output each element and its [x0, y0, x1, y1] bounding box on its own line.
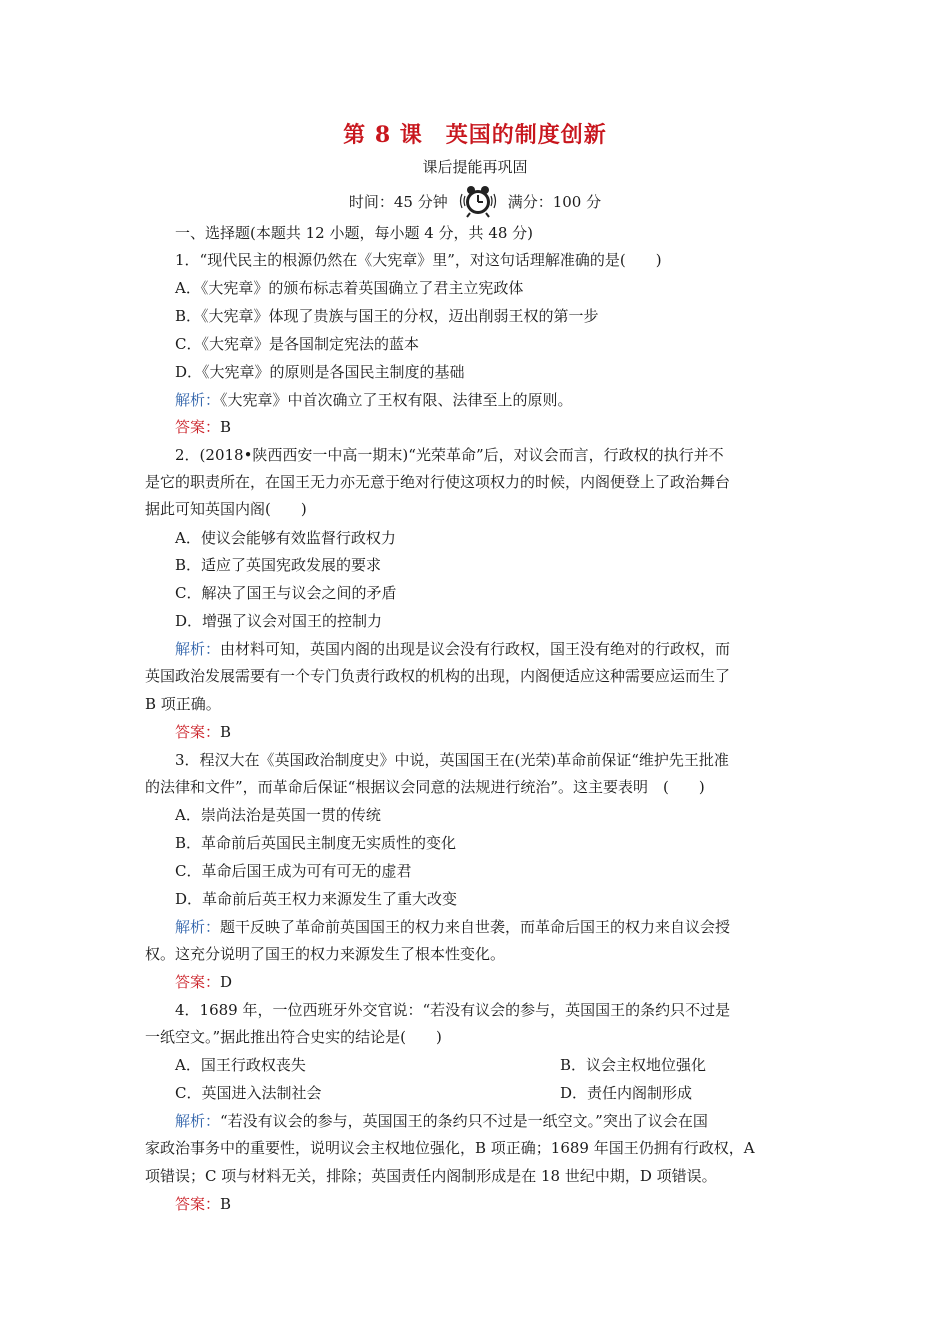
q2-stem-line-2: 是它的职责所在，在国王无力亦无意于绝对行使这项权力的时候，内阁便登上了政治舞台	[145, 473, 731, 491]
q4-analysis-line-1	[175, 1111, 810, 1131]
q2-option-c: C．解决了国王与议会之间的矛盾	[175, 584, 397, 602]
q4-option-a: A．国王行政权丧失	[175, 1056, 306, 1074]
q4-options-row-1	[175, 1055, 810, 1075]
q1-option-a: A．《大宪章》的颁布标志着英国确立了君主立宪政体	[175, 279, 524, 297]
q2-answer	[175, 722, 810, 742]
q1-answer-value: B	[220, 418, 232, 436]
q1-answer	[175, 417, 810, 437]
q2-analysis-text-1: 由材料可知，英国内阁的出现是议会没有行政权，国王没有绝对的行政权，而	[220, 640, 731, 658]
q2-analysis-line-3: B 项正确。	[145, 695, 221, 713]
q3-option-a: A．崇尚法治是英国一贯的传统	[175, 806, 381, 824]
q1-option-d: D．《大宪章》的原则是各国民主制度的基础	[175, 363, 465, 381]
q4-analysis-line-2: 家政治事务中的重要性，说明议会主权地位强化，B 项正确；1689 年国王仍拥有行政权，A	[145, 1139, 755, 1157]
q2-stem-line-3: 据此可知英国内阁( )	[145, 500, 307, 518]
q4-analysis-text-1: “若没有议会的参与，英国国王的条约只不过是一纸空文。”突出了议会在国	[220, 1112, 708, 1130]
q1-option-c: C．《大宪章》是各国制定宪法的蓝本	[175, 335, 419, 353]
time-limit: 时间：45 分钟	[348, 192, 448, 211]
q1-analysis-text: 《大宪章》中首次确立了王权有限、法律至上的原则。	[220, 391, 573, 409]
q4-options-row-2	[175, 1083, 810, 1103]
answer-label: 答案：	[175, 973, 221, 991]
q4-answer	[175, 1194, 810, 1214]
q2-option-a: A．使议会能够有效监督行政权力	[175, 529, 396, 547]
q1-analysis	[175, 390, 810, 410]
q4-option-b: B．议会主权地位强化	[560, 1056, 707, 1074]
q3-analysis-line-1	[175, 917, 810, 937]
section-heading: 一、选择题(本题共 12 小题，每小题 4 分，共 48 分)	[175, 224, 534, 242]
q4-answer-value: B	[220, 1195, 232, 1213]
answer-label: 答案：	[175, 418, 221, 436]
alarm-clock-icon	[456, 184, 500, 218]
analysis-label: 解析：	[175, 640, 221, 658]
q3-analysis-line-2: 权。这充分说明了国王的权力来源发生了根本性变化。	[145, 945, 506, 963]
q3-stem-line-2: 的法律和文件”，而革命后保证“根据议会同意的法规进行统治”。这主要表明 ( )	[145, 778, 705, 796]
q3-analysis-text-1: 题干反映了革命前英国国王的权力来自世袭，而革命后国王的权力来自议会授	[220, 918, 731, 936]
q2-option-b: B．适应了英国宪政发展的要求	[175, 556, 382, 574]
q1-stem: 1．“现代民主的根源仍然在《大宪章》里”，对这句话理解准确的是( )	[175, 251, 662, 269]
analysis-label: 解析：	[175, 918, 221, 936]
time-score-bar	[0, 184, 950, 218]
q3-option-c: C．革命后国王成为可有可无的虚君	[175, 862, 412, 880]
q1-option-b: B．《大宪章》体现了贵族与国王的分权，迈出削弱王权的第一步	[175, 307, 599, 325]
analysis-label: 解析：	[175, 1112, 221, 1130]
q3-option-d: D．革命前后英王权力来源发生了重大改变	[175, 890, 458, 908]
answer-label: 答案：	[175, 1195, 221, 1213]
q4-analysis-line-3: 项错误；C 项与材料无关，排除；英国责任内阁制形成是在 18 世纪中期，D 项错误。	[145, 1167, 717, 1185]
analysis-label: 解析：	[175, 391, 221, 409]
page-title: 第 8 课 英国的制度创新	[343, 122, 607, 148]
q3-answer-value: D	[220, 973, 233, 991]
q4-option-c: C．英国进入法制社会	[175, 1084, 322, 1102]
q2-analysis-line-2: 英国政治发展需要有一个专门负责行政权的机构的出现，内阁便适应这种需要应运而生了	[145, 667, 731, 685]
q4-stem-line-1: 4．1689 年，一位西班牙外交官说：“若没有议会的参与，英国国王的条约只不过是	[175, 1001, 731, 1019]
q2-analysis-line-1	[175, 639, 810, 659]
q2-option-d: D．增强了议会对国王的控制力	[175, 612, 383, 630]
page-subtitle: 课后提能再巩固	[422, 158, 528, 176]
q3-answer	[175, 972, 810, 992]
q2-answer-value: B	[220, 723, 232, 741]
q2-stem-line-1: 2．(2018•陕西西安一中高一期末)“光荣革命”后，对议会而言，行政权的执行并不	[175, 446, 724, 464]
q3-stem-line-1: 3．程汉大在《英国政治制度史》中说，英国国王在(光荣)革命前保证“维护先王批准	[175, 751, 729, 769]
q3-option-b: B．革命前后英国民主制度无实质性的变化	[175, 834, 457, 852]
q4-stem-line-2: 一纸空文。”据此推出符合史实的结论是( )	[145, 1028, 442, 1046]
q4-option-d: D．责任内阁制形成	[560, 1084, 693, 1102]
answer-label: 答案：	[175, 723, 221, 741]
full-score: 满分：100 分	[507, 192, 602, 211]
